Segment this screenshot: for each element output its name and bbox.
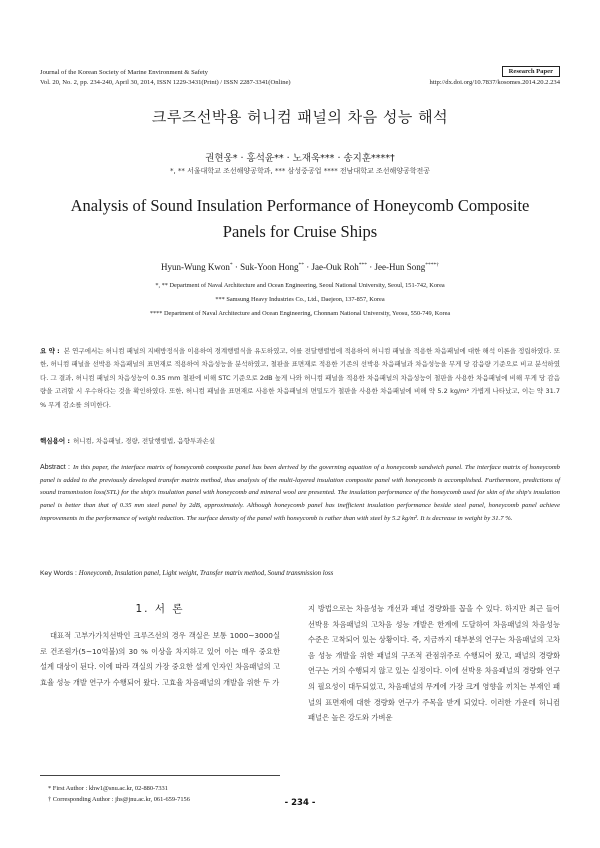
journal-name: Journal of the Korean Society of Marine Environment & Safety (40, 69, 208, 76)
korean-keywords-text: 허니컴, 차음패널, 경량, 전달행렬법, 음향투과손실 (72, 437, 216, 445)
author-mark: * (229, 262, 233, 268)
english-affiliation: **** Department of Naval Architecture and Ocean Engineering, Chonnam National University, Yeosu, 550-749, Korea (149, 310, 451, 317)
korean-affiliations: *, ** 서울대학교 조선해양공학과, *** 삼성중공업 **** 전남대학교 조선해양공학전공 (169, 167, 431, 175)
english-abstract-label: Abstract : (40, 464, 70, 471)
footnote-first-author: * First Author : khw1@snu.ac.kr, 02-880-7331 (48, 785, 168, 792)
english-keywords-label: Key Words : (40, 570, 77, 577)
page-number: - 234 - (284, 798, 316, 808)
author-mark: ****† (425, 262, 439, 268)
author-name: Jee-Hun Song (374, 262, 426, 272)
korean-authors: 권현웅* · 홍석윤** · 노재욱*** · 송지훈****† (205, 153, 395, 164)
english-keywords-text: Honeycomb, Insulation panel, Light weight, Transfer matrix method, Sound transmission loss (78, 570, 334, 577)
section-heading: 1. 서 론 (135, 603, 185, 615)
research-paper-badge: Research Paper (502, 66, 560, 77)
doi-link[interactable]: http://dx.doi.org/10.7837/kosomes.2014.20.2.234 (429, 78, 560, 86)
english-keywords (40, 570, 560, 577)
author-name: Hyun-Wung Kwon (161, 262, 230, 272)
korean-title: 크루즈선박용 허니컴 패널의 차음 성능 해석 (151, 108, 449, 126)
korean-keywords-label: 핵심용어 : (40, 437, 70, 445)
korean-abstract-text: 본 연구에서는 허니컴 패널의 지배방정식을 이용하여 경계행렬식을 유도하였고, 이를 전달행렬법에 적용하여 허니컴 패널을 적용한 차음패널에 대한 해석 이론을 정립하였다. 또한, 허니컴 패널을 선박용 차음패널의 표면재로 적용하여 차음성능을 분석하였고, 철판을 표면재로 적용한 기존의 선박용 차음패널과 차음성능을 무게 당 감음량 기준으로 비교 분석하였다. 그 결과, 허니컴 패널의 차음성능이 0.35 mm 철판에 비해 STC 기준으로 2dB 높게 나와 허니컴 패널을 적용한 차음패널의 차음성능이 철판을 사용한 차음패널에 비해 무게 당 감음량을 고려할 시 우수하다는 것을 확인하였다. 또한, 허니컴 패널을 표면재로 사용한 차음패널의 면밀도가 철판을 사용한 차음패널에 비해 약 5.2 kg/m² 가볍게 나타났고, 이는 약 31.7 % 무게 감소를 의미한다. (40, 347, 560, 409)
journal-header (40, 68, 560, 87)
author-name: Jae-Ouk Roh (311, 262, 359, 272)
author-name: Suk-Yoon Hong (240, 262, 299, 272)
footnote-divider (40, 775, 280, 776)
footnote-corresponding-author: † Corresponding Author : jhs@jnu.ac.kr, 061-659-7156 (48, 796, 190, 803)
body-column-right: 지 방법으로는 차음성능 개선과 패널 경량화를 꼽을 수 있다. 하지만 최근 들어 선박용 차음패널의 고차음 성능 개발은 한계에 도달하여 차음패널의 차음성능 수준은 고착되어 있는 상황이다. 즉, 지금까지 대부분의 연구는 차음패널의 고차음 성능 개발을 위한 패널의 구조적 관점위주로 수행되어 왔고, 패널의 경량화 연구는 거의 수행되지 않고 있는 실정이다. 이에 선박용 차음패널의 경량화 연구의 필요성이 대두되었고, 차음패널의 무게에 가장 크게 영향을 끼치는 부재인 패널의 표면재에 대한 경량화 연구가 주목을 받게 되었다. 이러한 가운데 허니컴 패널은 높은 강도와 가벼운 (308, 604, 560, 723)
english-abstract (40, 462, 560, 526)
english-authors: Hyun-Wung Kwon* · Suk-Yoon Hong** · Jae-Ouk Roh*** · Jee-Hun Song****† (161, 262, 439, 272)
english-abstract-text: In this paper, the interface matrix of honeycomb composite panel has been derived by the governing equation of a honeycomb sandwich panel. The interface matrix of honeycomb panel is added to the previously developed transfer matrix method, thus analysis of the multi-layered insulation composite panel with honeycomb is accomplished. Furthermore, predictions of sound transmission loss(STL) for the ship's insulation panel with honeycomb and mineral wool are presented. The insulation performance of the honeycomb used for skin of the ship's insulation panel is better than that of 0.35 mm steel panel by 2dB, approximately. Although honeycomb panel has inefficient insulation performance beside steel panel, honeycomb panel achieve improvements in the performance of weight reduction. The surface density of the panel with honeycomb is rather than with steel by 5.2 kg/m². It is decrease in weight by 31.7 %. (40, 464, 560, 522)
body-column-left: 대표적 고부가가치선박인 크루즈선의 경우 객실은 보통 1000~3000실로 건조원가(5~10억불)의 30 % 이상을 차지하고 있어 이는 매우 중요한 설계 대상이 된다. 이에 따라 객실의 가장 중요한 설계 인자인 차음패널의 고효율 성능 개발 연구가 수행되어 왔다. 고효율 차음패널의 개발을 위한 두 가 (40, 631, 280, 687)
volume-line: Vol. 20, No. 2, pp. 234-240, April 30, 2014, ISSN 1229-3431(Print) / ISSN 2287-3341(Online) (40, 78, 291, 86)
korean-abstract-label: 요 약 : (40, 347, 60, 355)
english-affiliation: *** Samsung Heavy Industries Co., Ltd., Daejeon, 137-857, Korea (215, 296, 385, 303)
korean-keywords (40, 436, 560, 445)
korean-abstract (40, 345, 560, 412)
author-mark: *** (358, 262, 367, 268)
author-mark: ** (298, 262, 304, 268)
english-title: Analysis of Sound Insulation Performance of Honeycomb Composite Panels for Cruise Ships (70, 196, 530, 241)
english-affiliation: *, ** Department of Naval Architecture and Ocean Engineering, Seoul National University, Seoul, 151-742, Korea (155, 282, 445, 289)
